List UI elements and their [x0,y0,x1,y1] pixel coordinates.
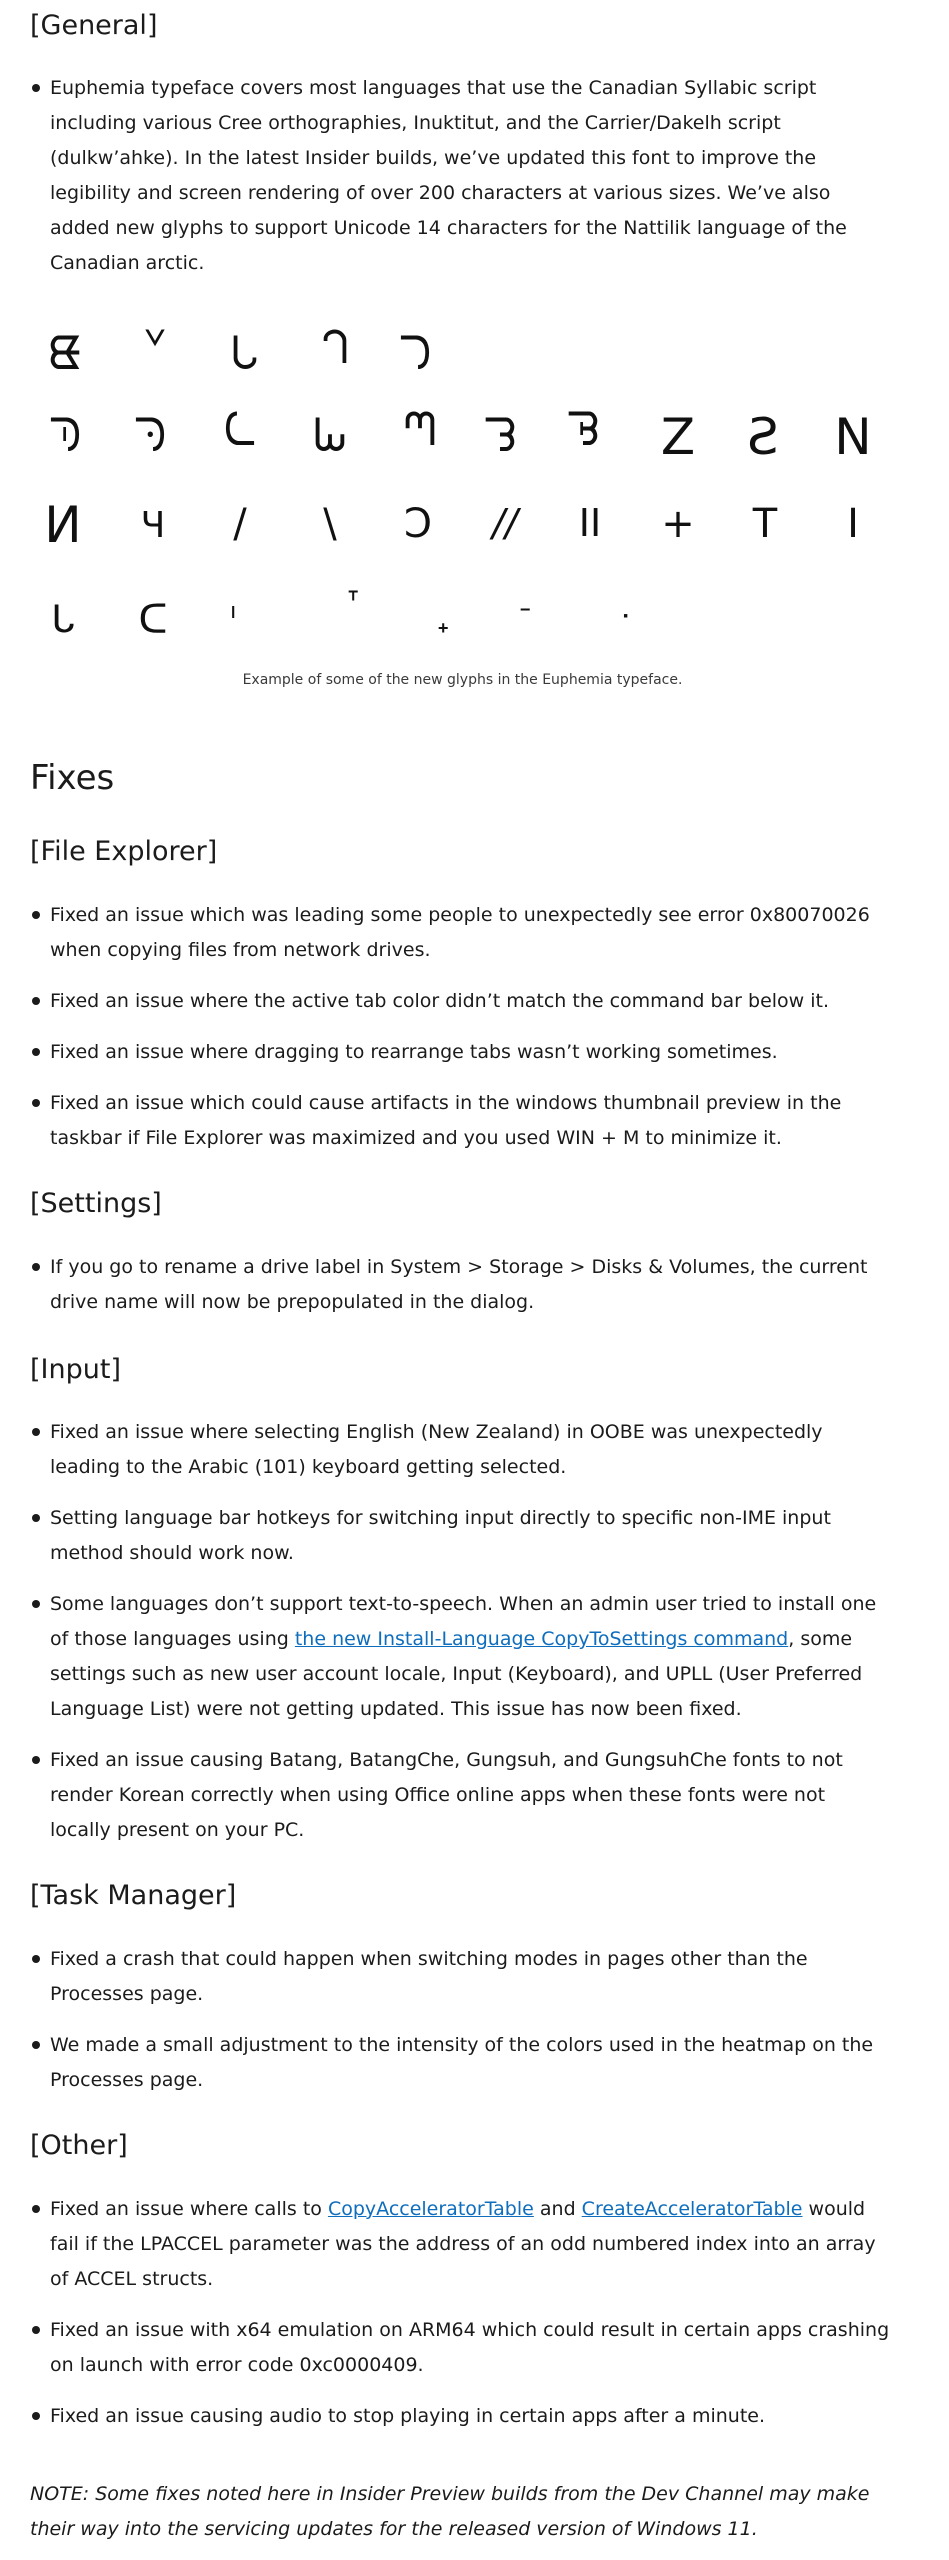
figure-caption: Example of some of the new glyphs in the Euphemia typeface. [242,672,683,688]
file-explorer-heading: [File Explorer] [30,836,218,867]
glyph: II [578,501,602,545]
glyph-figure [0,300,949,660]
install-language-link[interactable]: the new Install-Language CopyToSettings command [294,1628,789,1650]
list-item [30,1743,890,1848]
list-item-text-part: and [533,2198,582,2220]
list-item-text-part: Fixed an issue where calls to [50,2198,328,2220]
bullet-icon [32,1099,40,1107]
list-item-text-part: , some settings such as new user account locale, Input (Keyboard), and UPLL (User Preferred Language List) were not getting updated. This issue has now been fixed. [50,1628,863,1720]
glyph: ᘄ [398,326,432,380]
glyph: ᒐ [51,597,75,641]
glyph: ᑊ [230,601,236,636]
bullet-icon [32,1263,40,1271]
list-item-text: Fixed an issue causing audio to stop playing in certain apps after a minute. [50,2405,766,2427]
other-heading: [Other] [30,2130,128,2161]
bullet-icon [32,2041,40,2049]
create-accelerator-table-link[interactable]: CreateAcceleratorTable [581,2198,803,2220]
bullet-icon [32,2326,40,2334]
list-item-text: Fixed an issue where selecting English (New Zealand) in OOBE was unexpectedly leading to the Arabic (101) keyboard getting selected. [50,1421,823,1478]
list-item [30,2399,890,2434]
list-item [30,1086,890,1156]
glyph: N [834,408,872,466]
bullet-icon [32,1955,40,1963]
glyph: ᘆ [133,408,167,462]
glyph: Ↄ [403,501,433,547]
glyph: ᐨ [518,597,532,637]
glyph: ᑕ [138,597,168,643]
list-item [30,2028,890,2098]
list-item-text: Fixed an issue causing Batang, BatangChe, Gungsuh, and GungsuhChe fonts to not render Korean correctly when using Office online apps when these fonts were not locally present on your PC. [50,1749,843,1841]
glyph: \ [323,501,337,547]
glyph: ᘈ [313,408,347,462]
list-item [30,984,890,1019]
list-item-text: Fixed an issue with x64 emulation on ARM64 which could result in certain apps crashing on launch with error code 0xc0000409. [50,2319,890,2376]
input-heading: [Input] [30,1354,121,1385]
list-item [30,1250,890,1320]
glyph: ᘃ [321,320,349,374]
glyph: T [752,501,778,547]
bullet-icon [32,1048,40,1056]
glyph: // [492,501,518,545]
list-item-text: We made a small adjustment to the intensity of the colors used in the heatmap on the Processes page. [50,2034,874,2091]
copy-accelerator-table-link[interactable]: CopyAcceleratorTable [327,2198,534,2220]
list-item-text: Setting language bar hotkeys for switching input directly to specific non-IME input method should work now. [50,1507,831,1564]
list-item-text: Fixed an issue which could cause artifacts in the windows thumbnail preview in the taskbar if File Explorer was maximized and you used WIN + M to minimize it. [50,1092,842,1149]
list-item [30,2192,890,2297]
bullet-icon [32,1600,40,1608]
list-item [30,1415,890,1485]
list-item-text: Fixed a crash that could happen when switching modes in pages other than the Processes page. [50,1948,808,2005]
fixes-heading: Fixes [30,758,115,798]
glyph: + [661,501,695,547]
task-manager-heading: [Task Manager] [30,1880,237,1911]
bullet-icon [32,1514,40,1522]
glyph: Ƨ [747,408,779,466]
glyph: ᘂ [231,326,259,380]
glyph: ᘉ [403,402,437,456]
bullet-icon [32,2205,40,2213]
list-item [30,71,890,281]
bullet-icon [32,1756,40,1764]
glyph: ᐩ [436,615,450,655]
glyph: И [44,496,82,554]
bullet-icon [32,911,40,919]
list-item-text: Fixed an issue where dragging to rearrange tabs wasn’t working sometimes. [50,1041,778,1063]
list-item-text-part: Some languages don’t support text-to-speech. When an admin user tried to install one of those languages using [50,1593,877,1650]
glyph: / [233,501,247,547]
list-item-text [50,1587,890,1727]
list-item-text: If you go to rename a drive label in System > Storage > Disks & Volumes, the current drive name will now be prepopulated in the dialog. [50,1256,868,1313]
glyph: I [847,501,859,547]
note-paragraph: NOTE: Some fixes noted here in Insider Preview builds from the Dev Channel may make their way into the servicing updates for the released version of Windows 11. [30,2483,870,2540]
glyph: Z [660,408,696,466]
list-item [30,2313,890,2383]
list-item [30,1035,890,1070]
bullet-icon [32,997,40,1005]
glyph: ᘁ [142,320,167,374]
glyph: ᘊ [483,408,517,462]
settings-heading: [Settings] [30,1188,162,1219]
glyph: ᐧ [620,597,630,637]
list-item-text: Euphemia typeface covers most languages that use the Canadian Syllabic script including various Cree orthographies, Inuktitut, and the Carrier/Dakelh script (dulkw’ahke). In the latest Insider builds, we’ve updated this font to improve the legibility and screen rendering of over 200 characters at various sizes. We’ve also added new glyphs to support Unicode 14 characters for the Nattilik language of the Canadian arctic. [50,77,847,274]
list-item [30,898,890,968]
general-heading: [General] [30,10,158,41]
glyph: ᘀ [48,326,82,380]
bullet-icon [32,2412,40,2420]
glyph: Ч [140,505,166,546]
glyph: ᘇ [223,402,257,456]
bullet-icon [32,1428,40,1436]
glyph: ᘋ [566,402,600,456]
bullet-icon [32,84,40,92]
list-item-text: Fixed an issue where the active tab color didn’t match the command bar below it. [50,990,830,1012]
list-item [30,1501,890,1571]
glyph: ᘅ [48,408,82,462]
list-item-text-part: would fail if the LPACCEL parameter was the address of an odd numbered index into an array of ACCEL structs. [50,2198,876,2290]
glyph: ᐪ [346,583,360,623]
list-item-text: Fixed an issue which was leading some people to unexpectedly see error 0x80070026 when copying files from network drives. [50,904,870,961]
list-item [30,1587,890,1727]
list-item-text [50,2192,890,2297]
list-item [30,1942,890,2012]
